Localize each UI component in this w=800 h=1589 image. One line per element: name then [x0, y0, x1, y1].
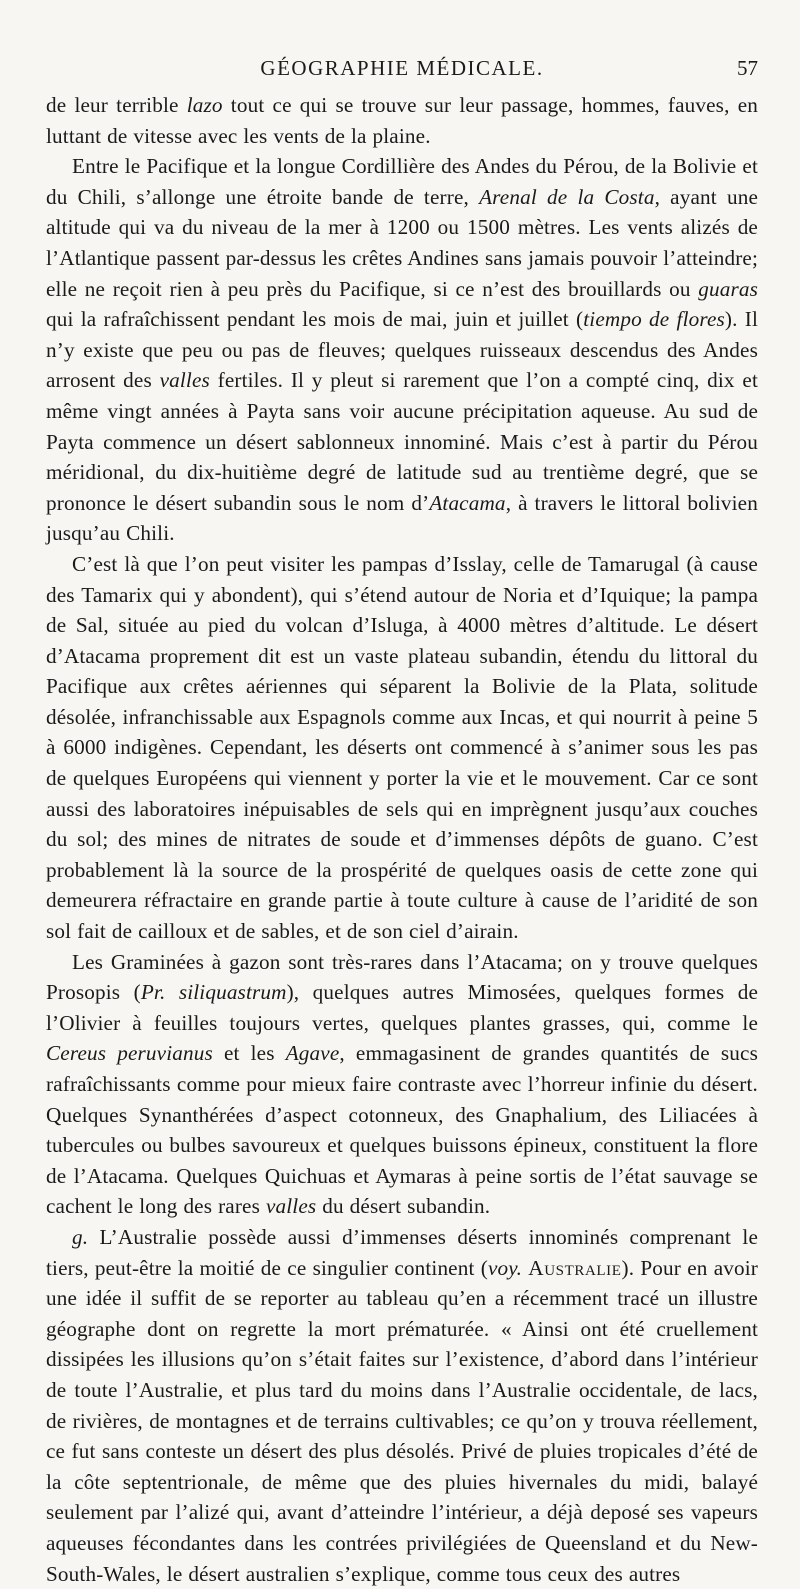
italic-text: valles: [265, 1194, 317, 1219]
text-segment: , ayant une altitude qui va du niveau de la mer à 1200 ou 1500 mètres. Les vents alizés de l’Atlantique passent par-dessus les crêtes Andines sans jamais pouvoir l’atteindre; elle ne reçoit rien à peu près du Pacifique, si ce n’est des brouillards ou: [46, 184, 759, 301]
italic-text: voy.: [487, 1255, 523, 1280]
italic-text: Cereus peruvianus: [46, 1041, 213, 1066]
italic-text: valles: [159, 368, 210, 393]
text-segment: L’Australie possède aussi d’immenses déserts innominés comprenant le tiers, peut-être la moitié de ce singulier continent (: [46, 1224, 758, 1280]
italic-text: guaras: [698, 276, 758, 301]
text-segment: et les: [212, 1041, 286, 1066]
text-segment: du désert subandin.: [316, 1194, 491, 1219]
page-number: 57: [737, 56, 758, 80]
text-segment: , emmagasinent de grandes quantités de sucs rafraîchissants comme pour mieux faire contraste avec l’horreur infinie du désert. Quelques Synanthérées d’aspect cotonneux, des Gnaphalium, des Liliacées à tubercules ou bulbes savoureux et quelques buissons épineux, constituent la flore de l’Atacama. Quelques Quichuas et Aymaras à peine sortis de l’état sauvage se cachent le long des rares: [46, 1041, 758, 1219]
paragraph: [46, 947, 758, 1222]
text-segment: de leur terrible: [46, 93, 187, 117]
text-segment: qui la rafraîchissent pendant les mois de mai, juin et juillet (: [46, 307, 584, 332]
italic-text: tiempo de flores: [583, 307, 725, 332]
body-text: [46, 90, 758, 1589]
text-segment: tout ce qui se trouve sur leur passage, hommes, fauves, en luttant de vitesse avec les vents de la plaine.: [46, 93, 758, 148]
running-head: [46, 50, 758, 90]
text-segment: Entre le Pacifique et la longue Cordillière des Andes du Pérou, de la Bolivie et du Chili, s’allonge une étroite bande de terre,: [46, 154, 758, 209]
paragraph: [46, 1222, 758, 1589]
text-segment: ). Pour en avoir une idée il suffit de se reporter au tableau qu’en a récemment tracé un illustre géographe dont on regrette la mort prématurée. « Ainsi ont été cruellement dissipées les illusions qu’on s’était faites sur l’existence, d’abord dans l’intérieur de toute l’Australie, et plus tard du moins dans l’Australie occidentale, de lacs, de rivières, de montagnes et de terrains cultivables; ce qu’on y trouva réellement, ce fut sans conteste un désert des plus désolés. Privé de pluies tropicales d’été de la côte septentrionale, de même que des pluies hivernales du midi, balayé seulement par l’alizé qui, avant d’atteindre l’intérieur, a déjà deposé ses vapeurs aqueuses fécondantes dans les contrées privilégiées de Queensland et du New-South-Wales, le désert australien s’explique, comme tous ceux des autres: [46, 1255, 758, 1586]
italic-text: Pr. siliquastrum: [140, 980, 287, 1005]
italic-text: lazo: [186, 93, 223, 117]
paragraph: [46, 151, 758, 549]
text-segment: Les Graminées à gazon sont très-rares dans l’Atacama; on y trouve quelques Prosopis (: [46, 949, 758, 1005]
italic-text: Atacama: [429, 490, 506, 515]
running-title: GÉOGRAPHIE MÉDICALE.: [260, 56, 544, 80]
text-segment: , à travers le littoral bolivien jusqu’au Chili.: [46, 490, 758, 546]
text-segment: C’est là que l’on peut visiter les pampas d’Isslay, celle de Tamarugal (à cause des Tamarix qui y abondent), qui s’étend autour de Noria et d’Iquique; la pampa de Sal, située au pied du volcan d’Isluga, à 4000 mètres d’altitude. Le désert d’Atacama proprement dit est un vaste plateau subandin, étendu du littoral du Pacifique aux crêtes aériennes qui séparent la Bolivie de la Plata, solitude désolée, infranchissable aux Espagnols comme aux Incas, et qui nourrit à peine 5 à 6000 indigènes. Cependant, les déserts ont commencé à s’animer sous les pas de quelques Européens qui viennent y porter la vie et le mouvement. Car ce sont aussi des laboratoires inépuisables de sels qui en imprègnent jusqu’aux couches du sol; des mines de nitrates de soude et d’immenses dépôts de guano. C’est probablement là la source de la prospérité de quelques oasis de cette zone qui demeurera réfractaire en grande partie à toute culture à cause de l’aridité de son sol fait de cailloux et de sables, et de son ciel d’airain.: [46, 551, 758, 944]
paragraph: [46, 90, 758, 151]
paragraph: [46, 549, 758, 947]
italic-text: Agave: [285, 1041, 340, 1066]
italic-text: Arenal de la Costa: [479, 184, 655, 209]
small-caps-text: Australie: [528, 1255, 622, 1280]
text-segment: ). Il n’y existe que peu ou pas de fleuves; quelques ruisseaux descendus des Andes arrosent des: [46, 307, 759, 393]
text-segment: fertiles. Il y pleut si rarement que l’on a compté cinq, dix et même vingt années à Payta sans voir aucune précipitation aqueuse. Au sud de Payta commence un désert sablonneux innominé. Mais c’est à partir du Pérou méridional, du dix-huitième degré de latitude sud au trentième degré, que se prononce le désert subandin sous le nom d’: [46, 368, 758, 515]
italic-text: g.: [72, 1224, 89, 1249]
text-segment: ), quelques autres Mimosées, quelques formes de l’Olivier à feuilles toujours vertes, quelques plantes grasses, qui, comme le: [46, 980, 759, 1035]
